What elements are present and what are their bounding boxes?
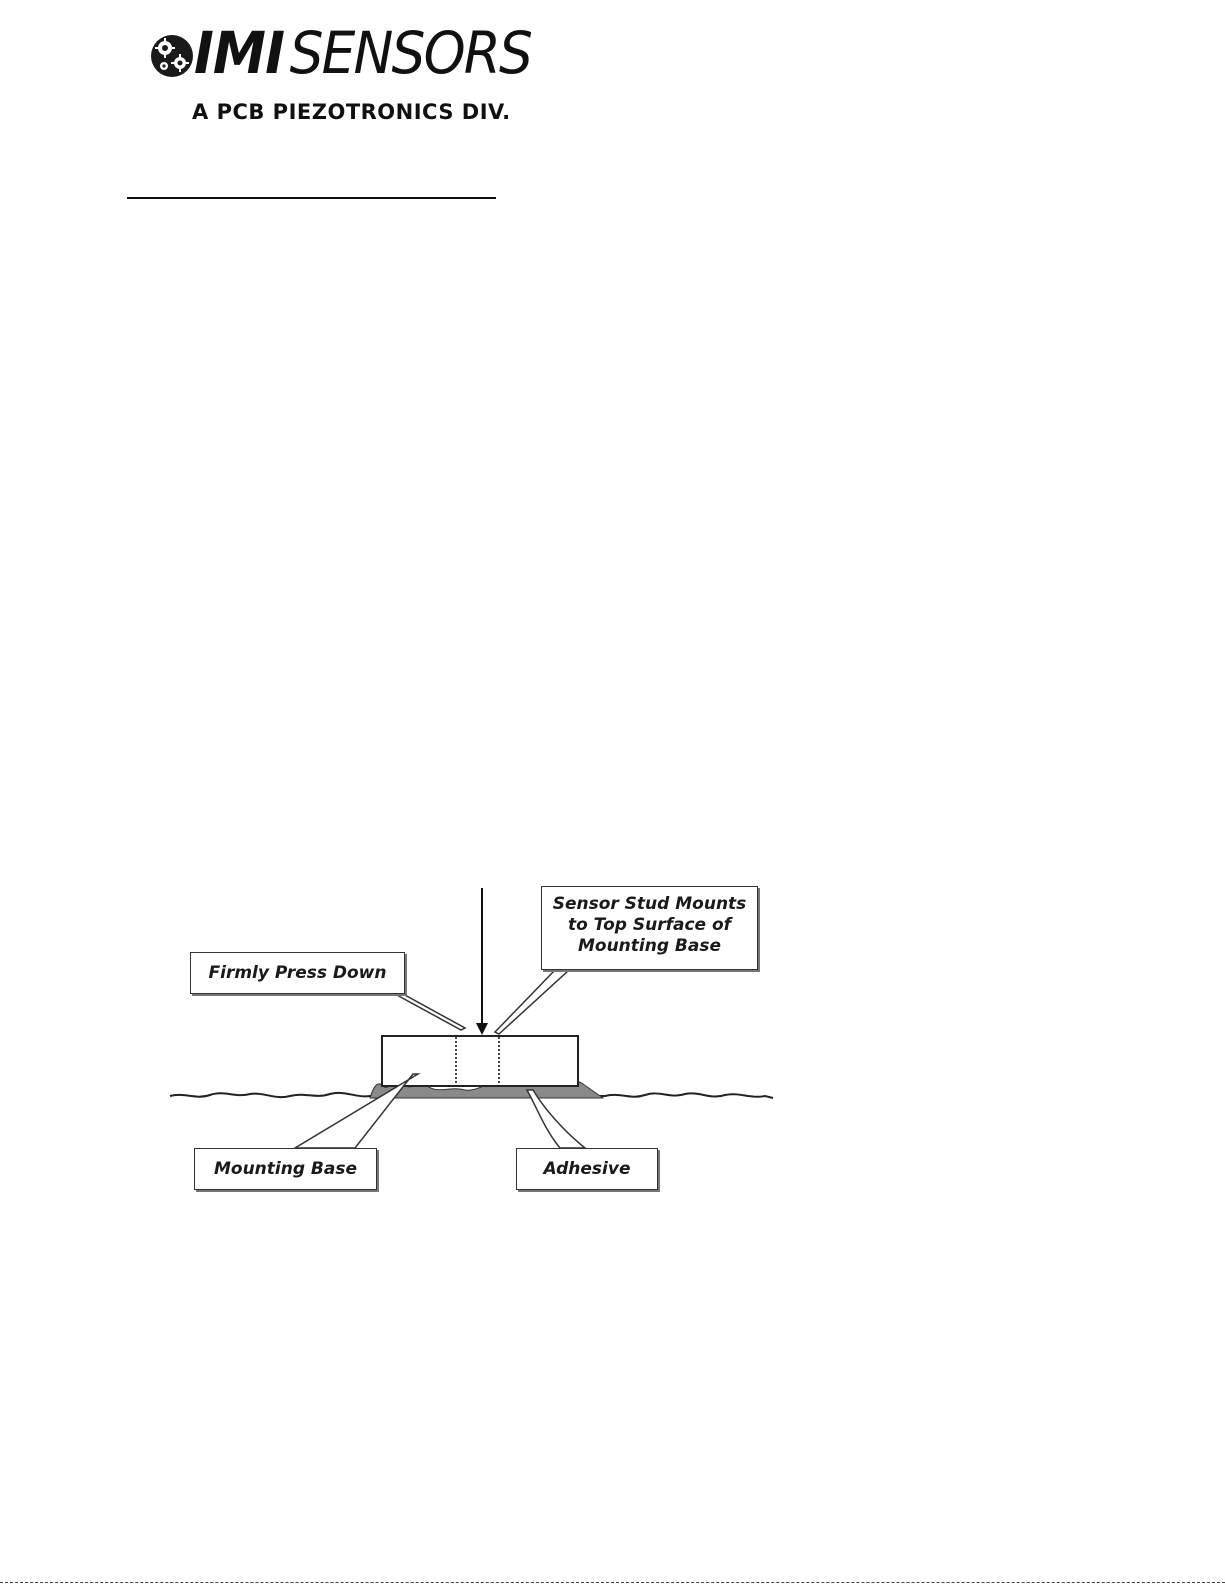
callout-mounting-base <box>194 1148 377 1190</box>
callout-stud-line-2: to Top Surface of <box>567 915 732 935</box>
logo-brand-bold: IMI <box>194 19 285 87</box>
callout-adhesive-text: Adhesive <box>543 1159 631 1179</box>
leader-stud <box>495 970 569 1034</box>
gear-emblem-icon <box>150 30 196 82</box>
press-arrow-head <box>476 1023 488 1035</box>
company-logo <box>150 19 550 128</box>
callout-stud-line-3: Mounting Base <box>577 936 722 956</box>
leader-adhesive <box>527 1090 585 1148</box>
callout-firmly-press-down <box>190 952 405 994</box>
callout-adhesive <box>516 1148 658 1190</box>
page-bottom-border <box>0 1582 1225 1583</box>
logo-brand-light: SENSORS <box>289 19 532 87</box>
leader-base <box>295 1074 418 1148</box>
callout-sensor-stud <box>541 886 758 970</box>
callout-stud-line-1: Sensor Stud Mounts <box>552 894 747 914</box>
logo-subtitle: A PCB PIEZOTRONICS DIV. <box>192 100 511 124</box>
logo-wordmark <box>194 19 532 87</box>
header-underline <box>127 197 496 199</box>
callout-press-text: Firmly Press Down <box>208 963 387 983</box>
callout-base-text: Mounting Base <box>213 1159 358 1179</box>
leader-press <box>395 994 465 1030</box>
mounting-diagram <box>165 880 780 1200</box>
